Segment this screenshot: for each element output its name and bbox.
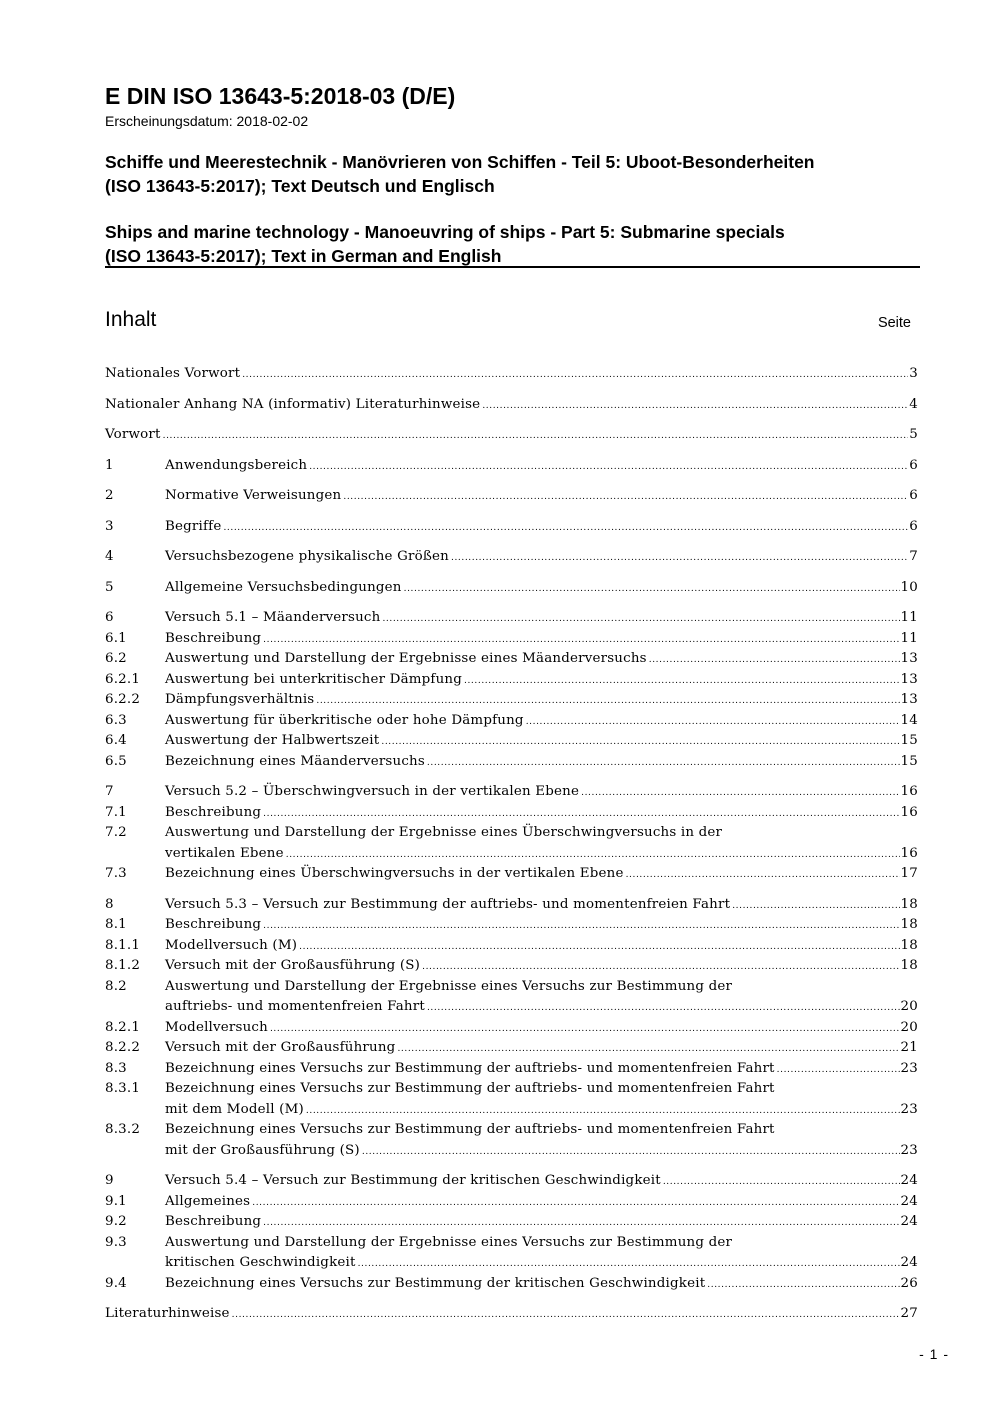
toc-entry-number: 9.4 — [105, 1275, 127, 1291]
toc-entry-title: Versuch 5.4 – Versuch zur Bestimmung der kritischen Geschwindigkeit — [165, 1173, 661, 1188]
toc-entry[interactable] — [105, 1304, 918, 1325]
toc-entry-page: 23 — [900, 1142, 918, 1158]
toc-entry-number: 7.2 — [105, 825, 127, 840]
toc-dot-leader — [649, 650, 900, 671]
toc-page-label: Seite — [877, 315, 911, 331]
toc-entry-title: Versuch 5.1 – Mäanderversuch — [165, 610, 381, 625]
toc-dot-leader — [286, 845, 900, 866]
toc-entry-page: 4 — [909, 396, 918, 412]
toc-entry-title: Auswertung der Halbwertszeit — [165, 733, 380, 748]
toc-entry[interactable] — [105, 1212, 918, 1233]
toc-entry-title: Beschreibung — [165, 630, 262, 646]
document-id: E DIN ISO 13643-5:2018-03 (D/E) — [105, 83, 456, 109]
toc-dot-leader — [163, 426, 909, 447]
toc-entry[interactable] — [105, 649, 918, 670]
toc-dot-leader — [404, 579, 900, 600]
toc-entry-number: 6.4 — [105, 733, 127, 748]
title-english — [105, 220, 920, 268]
toc-entry-page: 11 — [900, 610, 918, 625]
toc-entry-number: 8.3.1 — [105, 1081, 141, 1096]
toc-entry-title: Anwendungsbereich — [165, 457, 308, 473]
toc-entry-number: 4 — [105, 549, 114, 564]
toc-entry[interactable] — [105, 956, 918, 977]
toc-entry[interactable] — [105, 803, 918, 824]
toc-entry-title: Normative Verweisungen — [165, 488, 342, 503]
title-german — [105, 150, 920, 198]
toc-entry-title: Versuch 5.2 – Überschwingversuch in der vertikalen Ebene — [165, 784, 580, 799]
toc-entry-title: Modellversuch — [165, 1019, 268, 1035]
toc-entry-page: 17 — [900, 866, 918, 881]
toc-dot-leader — [299, 937, 899, 958]
toc-dot-leader — [306, 1101, 900, 1122]
toc-entry-number: 8.2.1 — [105, 1019, 141, 1035]
toc-dot-leader — [707, 1275, 899, 1296]
toc-entry-page: 13 — [900, 692, 918, 707]
toc-entry[interactable] — [105, 629, 918, 650]
toc-entry-number: 8.3.2 — [105, 1122, 141, 1137]
toc-entry-title: Beschreibung — [165, 917, 262, 932]
toc-entry-title: Auswertung und Darstellung der Ergebnisse eines Versuchs zur Bestimmung der — [165, 1234, 733, 1250]
toc-entry-page: 15 — [900, 733, 918, 748]
toc-entry[interactable] — [105, 864, 918, 885]
toc-entry[interactable] — [105, 711, 918, 732]
toc-entry-title: Nationaler Anhang NA (informativ) Literaturhinweise — [105, 396, 481, 412]
toc-dot-leader — [358, 1254, 900, 1275]
toc-entry-number: 9.1 — [105, 1193, 127, 1209]
toc-dot-leader — [427, 998, 900, 1019]
toc-entry[interactable] — [105, 731, 918, 752]
toc-entry-title: Allgemeine Versuchsbedingungen — [165, 579, 402, 595]
title-german-line: Schiffe und Meerestechnik - Manövrieren von Schiffen - Teil 5: Uboot-Besonderheiten — [105, 152, 815, 172]
toc-entry[interactable] — [105, 1171, 918, 1192]
toc-entry[interactable] — [105, 690, 918, 711]
toc-entry-page: 24 — [900, 1214, 918, 1229]
toc-entry-title: Versuch mit der Großausführung (S) — [165, 958, 421, 973]
toc-entry[interactable] — [105, 1192, 918, 1213]
title-german-line: (ISO 13643-5:2017); Text Deutsch und Englisch — [105, 176, 495, 196]
toc-entry[interactable] — [105, 608, 918, 629]
toc-entry-number: 8.2.2 — [105, 1040, 141, 1055]
toc-entry-title: Dämpfungsverhältnis — [165, 692, 315, 707]
toc-dot-leader — [252, 1193, 899, 1214]
toc-entry-page: 10 — [900, 579, 918, 595]
toc-dot-leader — [464, 671, 900, 692]
toc-entry[interactable] — [105, 1079, 918, 1120]
toc-entry-number: 9 — [105, 1173, 114, 1188]
toc-entry-page: 16 — [900, 784, 918, 799]
toc-dot-leader — [526, 712, 900, 733]
toc-dot-leader — [223, 518, 908, 539]
toc-entry-page: 21 — [900, 1040, 918, 1055]
toc-entry-title: Auswertung und Darstellung der Ergebnisse eines Mäanderversuchs — [165, 651, 647, 666]
page-number: - 1 - — [919, 1346, 949, 1362]
toc-dot-leader — [362, 1142, 900, 1163]
toc-entry-title: Versuch mit der Großausführung — [165, 1040, 396, 1055]
toc-entry-page: 24 — [900, 1255, 918, 1270]
toc-entry-number: 8.1 — [105, 917, 127, 932]
toc-entry[interactable] — [105, 395, 918, 416]
toc-entry[interactable] — [105, 936, 918, 957]
toc-dot-leader — [663, 1172, 900, 1193]
toc-dot-leader — [451, 548, 908, 569]
toc-entry[interactable] — [105, 1059, 918, 1080]
toc-entry-page: 18 — [900, 937, 918, 953]
table-of-contents — [105, 364, 918, 1325]
toc-entry[interactable] — [105, 752, 918, 773]
toc-entry[interactable] — [105, 1120, 918, 1161]
toc-entry-title: vertikalen Ebene — [165, 845, 284, 861]
toc-entry-page: 23 — [900, 1101, 918, 1117]
title-english-line: Ships and marine technology - Manoeuvring of ships - Part 5: Submarine specials — [105, 222, 785, 242]
toc-entry-number: 6.5 — [105, 753, 127, 769]
toc-entry-page: 20 — [900, 999, 918, 1014]
toc-entry-number: 7 — [105, 784, 114, 799]
toc-dot-leader — [427, 753, 900, 774]
toc-entry-title: Bezeichnung eines Versuchs zur Bestimmung der kritischen Geschwindigkeit — [165, 1275, 706, 1291]
toc-entry-number: 6.2 — [105, 651, 127, 666]
toc-entry-number: 6.2.1 — [105, 671, 141, 687]
toc-entry-page: 11 — [900, 630, 918, 646]
toc-dot-leader — [381, 732, 899, 753]
toc-dot-leader — [482, 396, 908, 417]
toc-dot-leader — [382, 609, 899, 630]
toc-entry[interactable] — [105, 895, 918, 916]
toc-dot-leader — [397, 1039, 899, 1060]
toc-entry-number: 9.3 — [105, 1234, 127, 1250]
toc-entry-number: 7.3 — [105, 866, 127, 881]
toc-dot-leader — [777, 1060, 900, 1081]
toc-entry[interactable] — [105, 1274, 918, 1295]
header-rule — [105, 266, 920, 268]
toc-entry-number: 6.3 — [105, 712, 127, 728]
toc-entry-page: 23 — [900, 1060, 918, 1076]
toc-dot-leader — [263, 1213, 899, 1234]
toc-entry-page: 18 — [900, 896, 918, 912]
toc-dot-leader — [270, 1019, 900, 1040]
toc-entry-page: 16 — [900, 845, 918, 861]
toc-entry-page: 6 — [909, 488, 918, 503]
toc-entry[interactable] — [105, 915, 918, 936]
toc-entry-title: Versuchsbezogene physikalische Größen — [165, 549, 449, 564]
title-english-line: (ISO 13643-5:2017); Text in German and English — [105, 246, 502, 266]
toc-entry-title: Begriffe — [165, 518, 222, 534]
toc-entry-number: 1 — [105, 457, 114, 473]
toc-entry-number: 5 — [105, 579, 114, 595]
toc-entry-page: 20 — [900, 1019, 918, 1035]
toc-entry-page: 18 — [900, 958, 918, 973]
toc-entry-page: 7 — [909, 549, 918, 564]
toc-entry[interactable] — [105, 782, 918, 803]
toc-entry[interactable] — [105, 486, 918, 507]
toc-entry[interactable] — [105, 547, 918, 568]
toc-dot-leader — [316, 691, 899, 712]
toc-entry-number: 8.2 — [105, 978, 127, 994]
toc-dot-leader — [626, 865, 900, 886]
toc-dot-leader — [309, 457, 908, 478]
toc-entry-page: 18 — [900, 917, 918, 932]
toc-entry[interactable] — [105, 578, 918, 599]
toc-entry-number: 8.1.2 — [105, 958, 141, 973]
toc-entry-page: 24 — [900, 1193, 918, 1209]
toc-entry-title: Bezeichnung eines Versuchs zur Bestimmung der auftriebs- und momentenfreien Fahrt — [165, 1060, 775, 1076]
toc-entry-title: Bezeichnung eines Mäanderversuchs — [165, 753, 425, 769]
toc-entry-page: 27 — [900, 1306, 918, 1321]
toc-entry[interactable] — [105, 1038, 918, 1059]
toc-entry-title: Versuch 5.3 – Versuch zur Bestimmung der auftriebs- und momentenfreien Fahrt — [165, 896, 731, 912]
toc-dot-leader — [581, 783, 899, 804]
toc-dot-leader — [242, 365, 908, 386]
toc-entry-number: 6 — [105, 610, 114, 625]
toc-dot-leader — [263, 804, 899, 825]
toc-entry-title: Bezeichnung eines Versuchs zur Bestimmung der auftriebs- und momentenfreien Fahrt — [165, 1122, 775, 1137]
toc-entry[interactable] — [105, 670, 918, 691]
toc-entry[interactable] — [105, 517, 918, 538]
toc-entry-title: Beschreibung — [165, 804, 262, 820]
toc-entry[interactable] — [105, 364, 918, 385]
toc-entry-title: Literaturhinweise — [105, 1306, 230, 1321]
toc-entry-page: 14 — [900, 712, 918, 728]
toc-entry[interactable] — [105, 425, 918, 446]
toc-dot-leader — [263, 916, 899, 937]
toc-entry-number: 7.1 — [105, 804, 127, 820]
toc-dot-leader — [232, 1305, 900, 1326]
toc-entry[interactable] — [105, 1233, 918, 1274]
toc-entry[interactable] — [105, 977, 918, 1018]
toc-entry[interactable] — [105, 1018, 918, 1039]
toc-entry-page: 13 — [900, 651, 918, 666]
toc-entry-page: 6 — [909, 457, 918, 473]
toc-entry-page: 26 — [900, 1275, 918, 1291]
publication-date: Erscheinungsdatum: 2018-02-02 — [105, 113, 309, 129]
toc-entry-number: 6.1 — [105, 630, 127, 646]
toc-entry-page: 3 — [909, 366, 918, 381]
toc-entry-title: Auswertung und Darstellung der Ergebnisse eines Versuchs zur Bestimmung der — [165, 978, 733, 994]
toc-entry-title: Beschreibung — [165, 1214, 262, 1229]
toc-entry-title: Modellversuch (M) — [165, 937, 298, 953]
toc-entry-title: kritischen Geschwindigkeit — [165, 1255, 356, 1270]
toc-entry-title: auftriebs- und momentenfreien Fahrt — [165, 999, 425, 1014]
toc-entry-number: 8 — [105, 896, 114, 912]
toc-entry[interactable] — [105, 823, 918, 864]
toc-entry-title: Vorwort — [105, 427, 161, 442]
toc-entry-title: mit dem Modell (M) — [165, 1101, 304, 1117]
toc-entry-page: 16 — [900, 804, 918, 820]
toc-entry-title: Allgemeines — [165, 1193, 251, 1209]
toc-entry-number: 6.2.2 — [105, 692, 141, 707]
toc-entry-title: Bezeichnung eines Versuchs zur Bestimmung der auftriebs- und momentenfreien Fahrt — [165, 1081, 775, 1096]
toc-entry-title: Bezeichnung eines Überschwingversuchs in der vertikalen Ebene — [165, 866, 624, 881]
toc-entry-page: 24 — [900, 1173, 918, 1188]
toc-entry-page: 6 — [909, 518, 918, 534]
toc-entry-title: Nationales Vorwort — [105, 366, 241, 381]
toc-entry-title: mit der Großausführung (S) — [165, 1142, 360, 1158]
toc-entry-page: 13 — [900, 671, 918, 687]
toc-dot-leader — [263, 630, 899, 651]
toc-header — [105, 308, 911, 338]
document-header — [105, 82, 920, 268]
toc-entry-title: Auswertung und Darstellung der Ergebnisse eines Überschwingversuchs in der — [165, 825, 723, 840]
toc-entry-title: Auswertung bei unterkritischer Dämpfung — [165, 671, 463, 687]
toc-heading: Inhalt — [105, 308, 157, 331]
toc-dot-leader — [422, 957, 899, 978]
toc-entry-number: 8.3 — [105, 1060, 127, 1076]
toc-dot-leader — [732, 896, 899, 917]
toc-entry-number: 3 — [105, 518, 114, 534]
toc-entry-page: 15 — [900, 753, 918, 769]
toc-entry-page: 5 — [909, 427, 918, 442]
toc-entry-number: 8.1.1 — [105, 937, 141, 953]
toc-entry-title: Auswertung für überkritische oder hohe Dämpfung — [165, 712, 524, 728]
toc-entry[interactable] — [105, 456, 918, 477]
toc-entry-number: 2 — [105, 488, 114, 503]
toc-dot-leader — [343, 487, 908, 508]
toc-entry-number: 9.2 — [105, 1214, 127, 1229]
